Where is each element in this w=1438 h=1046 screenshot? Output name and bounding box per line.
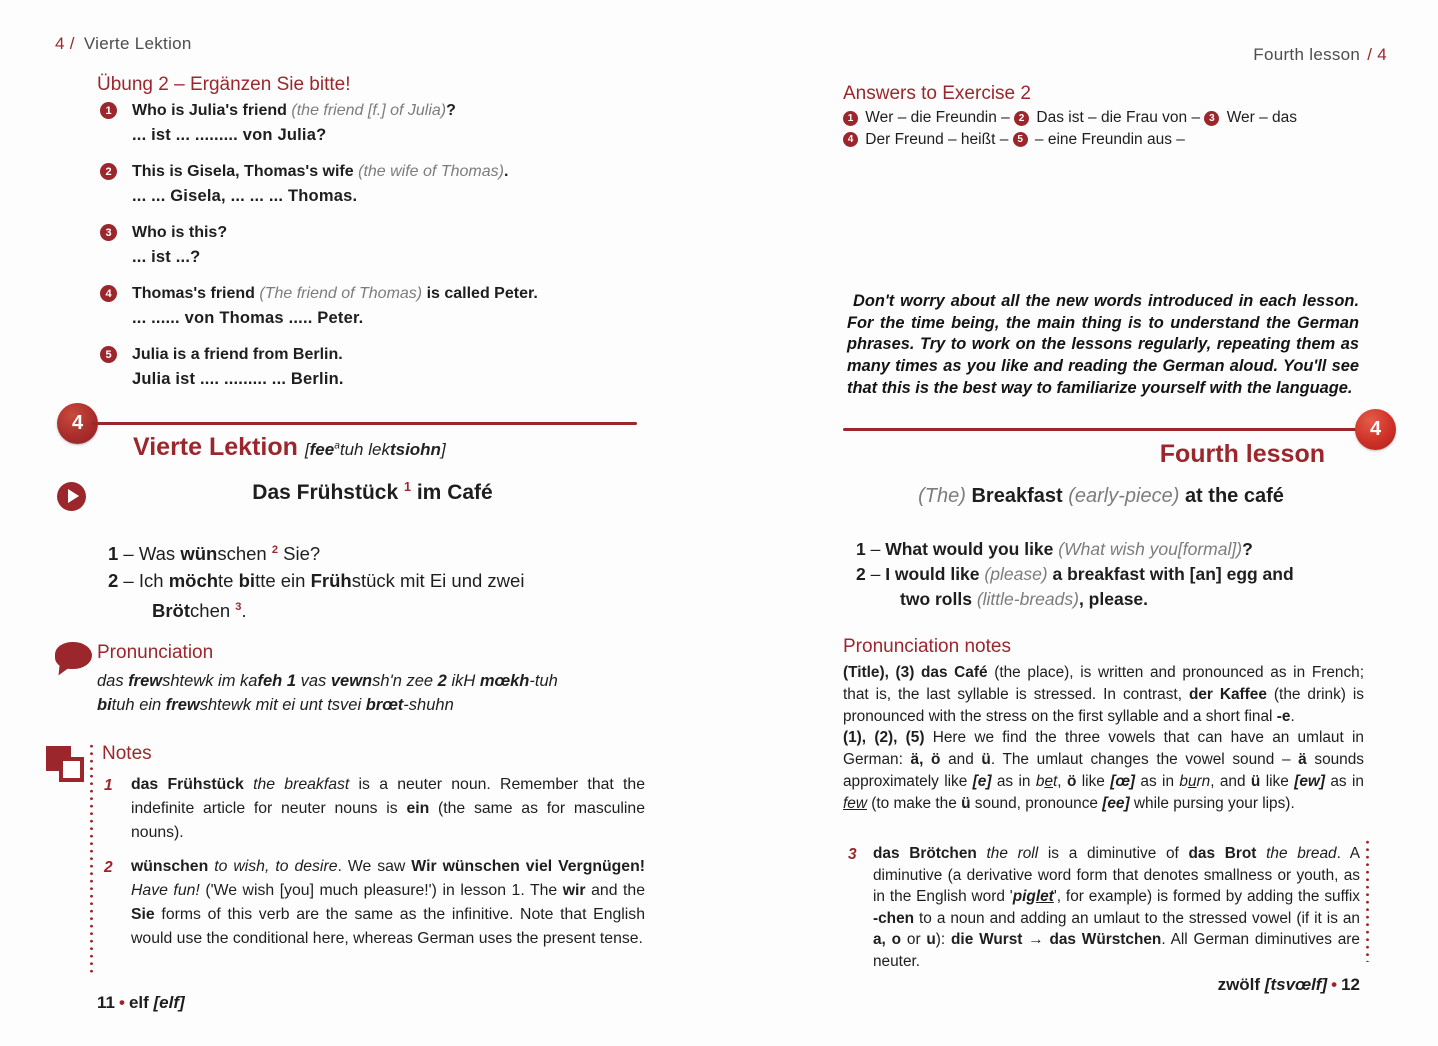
exercise-list [100, 99, 645, 404]
speech-bubble-icon [55, 642, 92, 669]
divider-line [843, 428, 1370, 431]
exercise-question: Who is Julia's friend (the friend [f.] of Julia)? [132, 102, 456, 119]
exercise-question: This is Gisela, Thomas's wife (the wife of Thomas). [132, 163, 509, 180]
exercise-question: Thomas's friend (The friend of Thomas) is called Peter. [132, 285, 538, 302]
exercise-question: Who is this? [132, 224, 228, 241]
pronunciation-notes-paragraph: (Title), (3) das Café (the place), is written and pronounced as in French; that is, the last syllable is stressed. In contrast, der Kaffee (the drink) is pronounced with the stress on the first syllable and a short final -e. [843, 664, 1364, 725]
pronunciation-line: das frewshtewk im kafeh 1 vas vewnsh'n zee 2 ikH mœkh-tuh [97, 672, 558, 690]
play-triangle-icon [68, 489, 79, 503]
notes-section [846, 843, 1360, 972]
exercise-answer-blank: ... ... Gisela, ... ... ... Thomas. [132, 187, 358, 205]
exercise-answer-blank: ... ist ...? [132, 248, 201, 266]
exercise-item [100, 99, 645, 148]
note-item [846, 843, 1360, 972]
note-item [102, 855, 645, 951]
note-number: 1 [104, 777, 113, 794]
left-page-footer [97, 993, 185, 1013]
lesson-title-text: Fourth lesson [1159, 440, 1325, 468]
pronunciation-notes-paragraph: (1), (2), (5) Here we find the three vowels that can have an umlaut in German: ä, ö and ü. The umlaut changes the vowel sound – ä sounds approximately like [e] as in bet, ö like [œ] as in burn, and ü like [ew] as in few (to make the ü sound, pronounce [ee] while pursing your lips). [843, 729, 1364, 812]
answers-block [843, 107, 1361, 150]
dialog-line: 2 – I would like (please) a breakfast with [an] egg and [856, 564, 1294, 584]
exercise-item [100, 160, 645, 209]
page-number: 11 [97, 993, 115, 1012]
right-page-header [950, 45, 1387, 65]
note-number: 3 [848, 846, 857, 863]
right-page-footer [840, 975, 1360, 995]
exercise-item-number: 2 [100, 163, 117, 180]
play-icon[interactable] [57, 482, 86, 511]
dialog-line: 2 – Ich möchte bitte ein Frühstück mit Ei und zwei [108, 570, 525, 592]
divider-line [91, 422, 637, 425]
note-text: wünschen to wish, to desire. We saw Wir wünschen viel Vergnügen! Have fun! ('We wish [you] much pleasure!') in lesson 1. The wir and the Sie forms of this verb are the same as the infinitive. Note that English would use the conditional here, whereas German uses the present tense. [131, 858, 645, 947]
exercise-item-number: 3 [100, 224, 117, 241]
exercise-question: Julia is a friend from Berlin. [132, 346, 343, 363]
dialog-title: Das Frühstück $^1$ im Café [252, 480, 493, 504]
left-page-header [55, 34, 192, 54]
notes-section [102, 743, 645, 961]
exercise-answer-blank: ... ...... von Thomas ..... Peter. [132, 309, 364, 327]
lesson-name-label: Fourth lesson [1253, 45, 1361, 64]
lesson-title [133, 433, 446, 462]
dialog-line: 1 – What would you like (What wish you[formal])? [856, 539, 1253, 559]
exercise-heading: Übung 2 – Ergänzen Sie bitte! [97, 74, 351, 95]
footer-bullet: • [1331, 975, 1338, 994]
dotted-separator [90, 744, 93, 974]
dialog-translation [856, 537, 1364, 612]
lesson-number-badge: 4 [1355, 409, 1396, 450]
exercise-item-number: 1 [100, 102, 117, 119]
footer-word-pronunciation: [elf] [153, 993, 185, 1012]
exercise-item [100, 343, 645, 392]
pronunciation-section [97, 642, 649, 717]
exercise-item-number: 5 [100, 346, 117, 363]
footer-word: elf [128, 993, 149, 1012]
exercise-answer-blank: Julia ist .... ......... ... Berlin. [132, 370, 344, 388]
lesson-title [843, 440, 1325, 469]
footer-word: zwölf [1217, 975, 1261, 994]
advice-paragraph: Don't worry about all the new words introduced in each lesson. For the time being, the main thing is to understand the German phrases. Try to work on the lessons regularly, repeating them as many times as you like and reading the German aloud. You'll see that this is the best way to familiarize yourself with the language. [847, 292, 1359, 397]
pronunciation-notes-heading: Pronunciation notes [843, 636, 1011, 657]
pronunciation-line: bituh ein frewshtewk mit ei unt tsvei brœt-shuhn [97, 695, 454, 714]
exercise-answer-blank: ... ist ... ......... von Julia? [132, 126, 327, 144]
exercise-item [100, 282, 645, 331]
note-text: das Frühstück the breakfast is a neuter noun. Remember that the indefinite article for neuter nouns is ein (the same as for masculine nouns). [131, 776, 645, 841]
page-number: 12 [1341, 975, 1360, 994]
notes-heading: Notes [102, 743, 152, 764]
note-number: 2 [104, 859, 113, 876]
answers-heading: Answers to Exercise 2 [843, 83, 1031, 104]
lesson-number-label: 4 / [55, 34, 75, 53]
lesson-number-label: / 4 [1367, 45, 1387, 64]
notes-icon [46, 746, 88, 786]
exercise-item-number: 4 [100, 285, 117, 302]
lesson-name-label: Vierte Lektion [83, 34, 192, 53]
dialog-title: (The) Breakfast (early-piece) at the café [918, 485, 1284, 507]
notes-icon-front-square [59, 757, 84, 782]
lesson-title-pronunciation: [fee$^a$tuh lektsiohn] [304, 440, 446, 459]
lesson-number-badge: 4 [57, 403, 98, 444]
dialog-line-continuation: two rolls (little-breads), please. [900, 589, 1149, 609]
dialog [108, 537, 656, 624]
answers-line: 1 Wer – die Freundin – 2 Das ist – die Frau von – 3 Wer – das [843, 107, 1361, 129]
footer-bullet: • [118, 993, 125, 1012]
exercise-item [100, 221, 645, 270]
lesson-title-text: Vierte Lektion [133, 433, 298, 461]
answers-line: 4 Der Freund – heißt – 5 – eine Freundin aus – [843, 129, 1361, 151]
dialog-line: 1 – Was wünschen $^2$ Sie? [108, 543, 321, 565]
footer-word-pronunciation: [tsvœlf] [1264, 975, 1328, 994]
note-item [102, 773, 645, 845]
note-text: das Brötchen the roll is a diminutive of das Brot the bread. A diminutive (a derivative word form that denotes smallness or youth, as in the English word 'piglet', for example) is formed by adding the suffix -chen to a noun and adding an umlaut to the stressed vowel (if it is an a, o or u): die Wurst → das Würstchen. All German diminutives are neuter. [873, 845, 1360, 970]
pronunciation-notes-section [843, 636, 1364, 815]
dotted-separator [1366, 840, 1369, 962]
dialog-line-continuation: Brötchen $^3$. [152, 600, 247, 622]
pronunciation-heading: Pronunciation [97, 642, 214, 663]
